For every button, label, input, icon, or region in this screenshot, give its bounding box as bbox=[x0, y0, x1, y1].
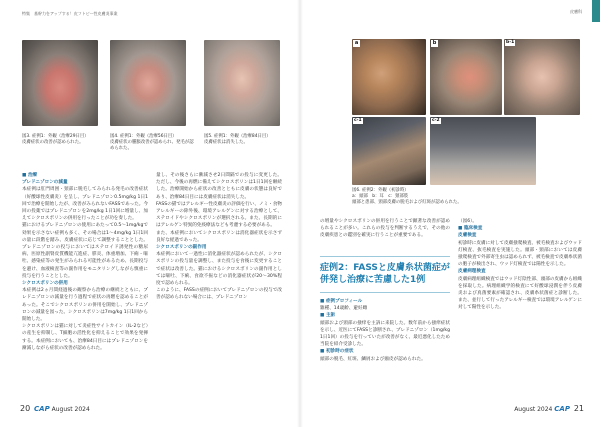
title-rule-top bbox=[320, 256, 450, 257]
case2-photo-c1 bbox=[352, 117, 426, 185]
paragraph: 猫におけるプレドニゾロンの使用にあたって0.5〜1mg/kgで効果を示さない症例も多く、その場合は1〜4mg/kg 1日1回の量に段階を踏み、皮膚症状に応じて調整することとした。プレドニゾロンの投与においてはステロイド誘発性の糖尿病、医原性副腎皮質機能亢進症、膵炎、体重増加、下痢・嘔吐、感染症等の発生がみられる可能性があるため、長期投与を避け、血液検査等の副作用をモニタリングしながら慎重に投与を行うこととした。 bbox=[22, 223, 148, 279]
paragraph: 量し、その後さらに漸減させ2日間隔での投与に変更した。ただし、今後の再燃に備えてシクロスポリンは1日1回を継続した。治療開始から症状の改善とともに皮膚の状態は良好であり、治療84日目には皮膚症状は消失した。 bbox=[156, 173, 282, 200]
case1-photo-day84 bbox=[204, 40, 280, 126]
treatment-heading: ■ 治療 bbox=[22, 173, 38, 178]
paragraph: 頭部および頸部の掻痒を主訴に来院した。数年前から掻痒症状を示し、近医にてFASSと診断され、プレドニゾロン（1mg/kg 1日1回）の投与を行っていたが改善がなく、最近悪化したため当院を紹介受診した。 bbox=[320, 320, 450, 348]
figure6-caption: 図6. 症例2：外観（初診時） a：頭部 b：耳 c：頸部肢 頭部と患部、頸部皮膚の脱毛および紅斑が認められた。 bbox=[352, 188, 462, 205]
initial-findings-heading: ■ 初診時の症状 bbox=[320, 349, 354, 355]
right-column-1 bbox=[320, 218, 450, 248]
case1-photo-day56 bbox=[110, 40, 186, 126]
right-footer bbox=[514, 404, 584, 413]
case2-title: 症例2：FASSと皮膚糸状菌症が併発し治療に苦慮した1例 bbox=[320, 263, 450, 285]
issue-label: August 2024 bbox=[514, 406, 553, 413]
photo-label-c2: c-2 bbox=[432, 118, 440, 123]
case2-photo-a bbox=[352, 39, 426, 115]
figure5-caption: 図5. 症例1：外観（治療84日目） 皮膚症状は消失した。 bbox=[204, 134, 271, 145]
brand-logo: CAP bbox=[34, 405, 50, 413]
clinical-test-heading: ■ 臨床検査 bbox=[458, 226, 483, 232]
case2-photo-b bbox=[430, 39, 502, 115]
left-column-1 bbox=[22, 172, 148, 394]
paragraph: 本症例は2ヵ月間経過後の観察から治療の継続とともに、プレドニゾロンの減量を行う過程で症状の再燃を認めることがあった。そこでシクロスポリンの併用を開始し、プレドニゾロンの減量を図った。シクロスポリンは7mg/kg 1日1回から開始した。 bbox=[22, 288, 148, 323]
right-column-2 bbox=[458, 218, 582, 394]
case2-photo-c2 bbox=[430, 117, 536, 185]
paragraph: 皮膚病理組織検査ではウッド灯陰性部、頭部の皮膚から組織を採取した。病理組織学的検査にて好酸球浸潤を伴う皮膚炎および真菌要素が確認され、皮膚糸状菌症と診断した。また、並行して行ったアレルギー検査では環境アレルゲンに対して陽性を示した。 bbox=[458, 276, 582, 311]
paragraph: FASSの猫ではアレルギー性皮膚炎の評価を行い、ノミ・食物アレルギーの除外後、環境アレルゲンに対する治療として、ステロイドやシクロスポリンが選択される。また、長期的にはアレルゲン特異的免疫療法なども考慮する必要がある。 bbox=[156, 201, 282, 229]
paragraph: また、本症例においてシクロスポリンは消化器症状を示さず良好な経過であった。 bbox=[156, 230, 282, 243]
cyclosporine-subheading: シクロスポリンの併用 bbox=[22, 281, 68, 287]
section-label: 皮膚科 bbox=[570, 9, 582, 14]
figure4-caption: 図4. 症例1：外観（治療56日目） 皮膚症状の腫脹改善が認められ、発毛が認められた。 bbox=[110, 134, 194, 151]
photo-label-c1: c-1 bbox=[354, 118, 362, 123]
skin-test-subheading: 皮膚検査 bbox=[458, 233, 477, 239]
right-column-1-lower bbox=[320, 298, 450, 394]
paragraph: 頭部の脱毛、紅斑、鱗屑および痂皮が認められた。 bbox=[320, 356, 426, 362]
chief-complaint-heading: ■ 主訴 bbox=[320, 313, 336, 319]
brand-logo: CAP bbox=[554, 405, 570, 413]
prednisolone-subheading: プレドニゾロンの減量 bbox=[22, 180, 68, 186]
profile-heading: ■ 症例プロフィール bbox=[320, 299, 363, 304]
photo-label-b1: b-1 bbox=[506, 40, 515, 45]
right-page bbox=[300, 0, 600, 427]
paragraph: の増量やシクロスポリンの併用を行うことで顕著な改善が認められることが多い。これらの投与を判断するうえで、その他の皮膚疾患との鑑別を確実に行うことが重要である。 bbox=[320, 219, 450, 239]
page-number: 21 bbox=[573, 404, 584, 413]
paragraph: （図6）。 bbox=[458, 219, 477, 224]
photo-label-a: a bbox=[354, 40, 359, 46]
case2-photo-d bbox=[504, 39, 580, 115]
paragraph: このように、FASSの症例においてプレドニゾロンの投与で改善が認められない場合には、プレドニゾロン bbox=[156, 288, 282, 301]
paragraph: 本症例において一過性に消化器症状が認められたが、シクロスポリンの投与量を調整し、また投与を食後に変更することで症状は改善した。猫におけるシクロスポリンの副作用としては嘔吐、下痢、食欲不振などの消化器症状が20〜30%程度で認められる。 bbox=[156, 252, 282, 287]
figure3-caption: 図3. 症例1：外観（治療29日目） 皮膚症状の改善が認められた。 bbox=[22, 134, 89, 145]
case1-photo-day29 bbox=[22, 40, 98, 126]
side-effect-subheading: シクロスポリンの副作用 bbox=[156, 245, 207, 251]
issue-label: August 2024 bbox=[51, 406, 90, 413]
profile-text: 雑種、14歳齢、避妊雌 bbox=[320, 306, 368, 312]
paragraph: 初診時に皮膚に対して皮膚掻爬検査、被毛検査およびウッド灯検査、抜毛検査を実施した。頭部・頸部においては皮膚掻爬検査で外部寄生虫は認められず、被毛検査で皮膚糸状菌の胞子が検出され、ウッド灯検査では陽性を示した。 bbox=[458, 240, 582, 268]
left-column-2 bbox=[156, 172, 282, 394]
paragraph: 本症例は肛門周囲・頸部に脱毛してみられる発毛の改善症状（好酸球性皮膚炎）を呈し、プレドニゾロン0.5mg/kg 1日1回で治療を開始したが、改善がみられないFASSであった。今回の投薬ではプレドニゾロンを2mg/kg 1日1回に増量し、加えてシクロスポリンの併用を行ったことが功を奏した。 bbox=[22, 187, 148, 222]
section-tab bbox=[592, 0, 600, 22]
running-header: 特集 基幹力をアップする！皮フトピー性皮膚炎事業 bbox=[22, 11, 118, 16]
title-rule-bottom bbox=[320, 292, 450, 293]
left-footer bbox=[20, 404, 90, 413]
photo-label-b: b bbox=[432, 40, 437, 46]
paragraph: シクロスポリンは猫に対して炎症性サイトカイン（IL-2など）の産生を抑制し、T細胞の活性化を抑えることで効果を発揮する。本症例においても、治療84日目にはプレドニゾロンを漸減しながら症状の改善が認められた。 bbox=[22, 324, 148, 351]
pathology-subheading: 皮膚病理検査 bbox=[458, 269, 486, 275]
page-number: 20 bbox=[20, 404, 31, 413]
